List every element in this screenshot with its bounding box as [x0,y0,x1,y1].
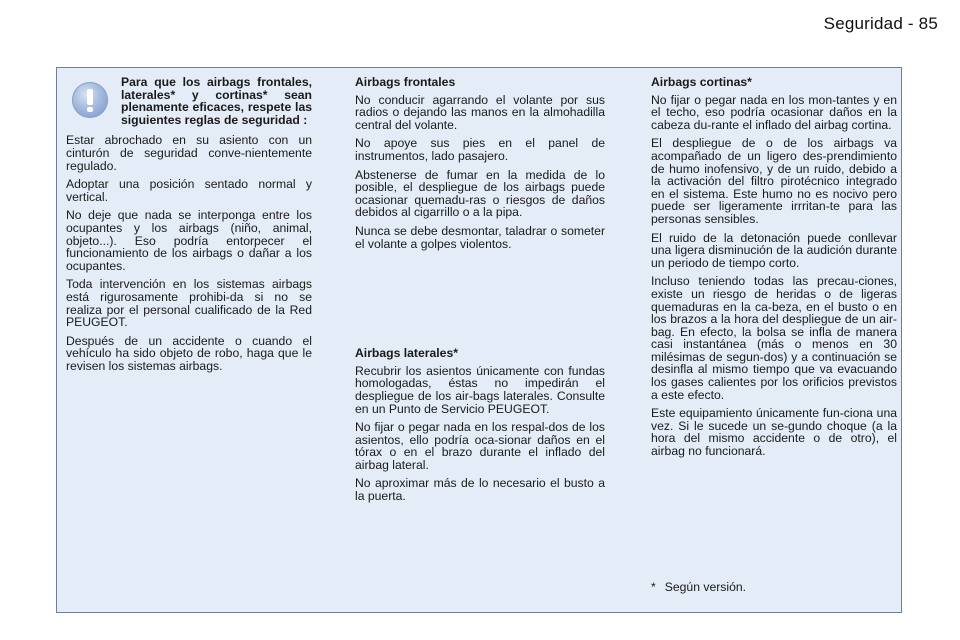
footnote [651,580,746,594]
intro-title: Para que los airbags frontales, laterales* y cortinas* sean plenamente eficaces, respete las siguientes reglas de seguridad : [121,75,312,127]
frontales-paragraph: Nunca se debe desmontar, taladrar o someter el volante a golpes violentos. [355,223,605,251]
cortinas-paragraph: Este equipamiento únicamente fun-ciona una vez. Si le sucede un se-gundo choque (a la hora del mismo accidente o de otro), el airbag no funcionará. [651,406,897,459]
middle-column [355,76,605,509]
laterales-paragraph: No aproximar más de lo necesario el busto a la puerta. [355,476,605,504]
intro-paragraph: No deje que nada se interponga entre los ocupantes y los airbags (niño, animal, objeto...). Eso podría entorpecer el funcionamiento de los airbags o dañar a los ocupantes. [66,208,312,273]
cortinas-paragraph: El ruido de la detonación puede conllevar una ligera disminución de la audición durante un periodo de tiempo corto. [651,230,897,270]
cortinas-paragraph: No fijar o pegar nada en los mon-tantes y en el techo, eso podría ocasionar daños en la cabeza du-rante el inflado del airbag cortina. [651,92,897,132]
cortinas-heading: Airbags cortinas* [651,75,752,89]
intro-column [66,76,312,378]
page-header: Seguridad - 85 [823,14,938,33]
intro-paragraph: Después de un accidente o cuando el vehículo ha sido objeto de robo, haga que le revisen los sistemas airbags. [66,333,312,373]
right-column [651,76,897,464]
cortinas-paragraph: Incluso teniendo todas las precau-ciones, existe un riesgo de heridas o de ligeras quemaduras en la ca-beza, en el busto o en los brazos a la hora del despliegue de un air-bag. En efecto, la bolsa se infla de manera casi instantánea (más o menos en 30 milésimas de segun-dos) y a continuación se desinfla al mismo tiempo que va evacuando los gases calientes por los orificios previstos a este efecto. [651,274,897,402]
frontales-paragraph: Abstenerse de fumar en la medida de lo posible, el despliegue de los airbags puede ocasionar quemadu-ras o riesgos de daños debidos al cigarrillo o a la pipa. [355,167,605,220]
frontales-paragraph: No apoye sus pies en el panel de instrumentos, lado pasajero. [355,136,605,163]
intro-paragraph: Toda intervención en los sistemas airbags está rigurosamente prohibi-da si no se realiza por el personal cualificado de la Red PEUGEOT. [66,277,312,330]
footnote-text: Según versión. [664,580,747,594]
intro-paragraph: Estar abrochado en su asiento con un cinturón de seguridad conve-nientemente regulado. [66,133,312,173]
laterales-paragraph: No fijar o pegar nada en los respal-dos de los asientos, ello podría oca-sionar daños en el tórax o en el brazo durante el inflado del airbag lateral. [355,420,605,472]
laterales-heading: Airbags laterales* [355,346,458,361]
laterales-paragraph: Recubrir los asientos únicamente con fundas homologadas, éstas no impedirán el despliegue de los air-bags laterales. Consulte en un Punto de Servicio PEUGEOT. [355,363,605,416]
cortinas-paragraph: El despliegue de o de los airbags va acompañado de un ligero des-prendimiento de humo inofensivo, y de un ruido, debido a la activación del filtro pirotécnico integrado en el sistema. Este humo no es nocivo pero puede ser ligeramente irrritan-te para las personas sensibles. [651,136,897,226]
footnote-star: * [651,580,656,594]
intro-paragraph: Adoptar una posición sentado normal y vertical. [66,177,312,204]
safety-panel [56,67,902,613]
frontales-paragraph: No conducir agarrando el volante por sus radios o dejando las manos en la almohadilla central del volante. [355,92,605,132]
frontales-heading: Airbags frontales [355,75,456,89]
